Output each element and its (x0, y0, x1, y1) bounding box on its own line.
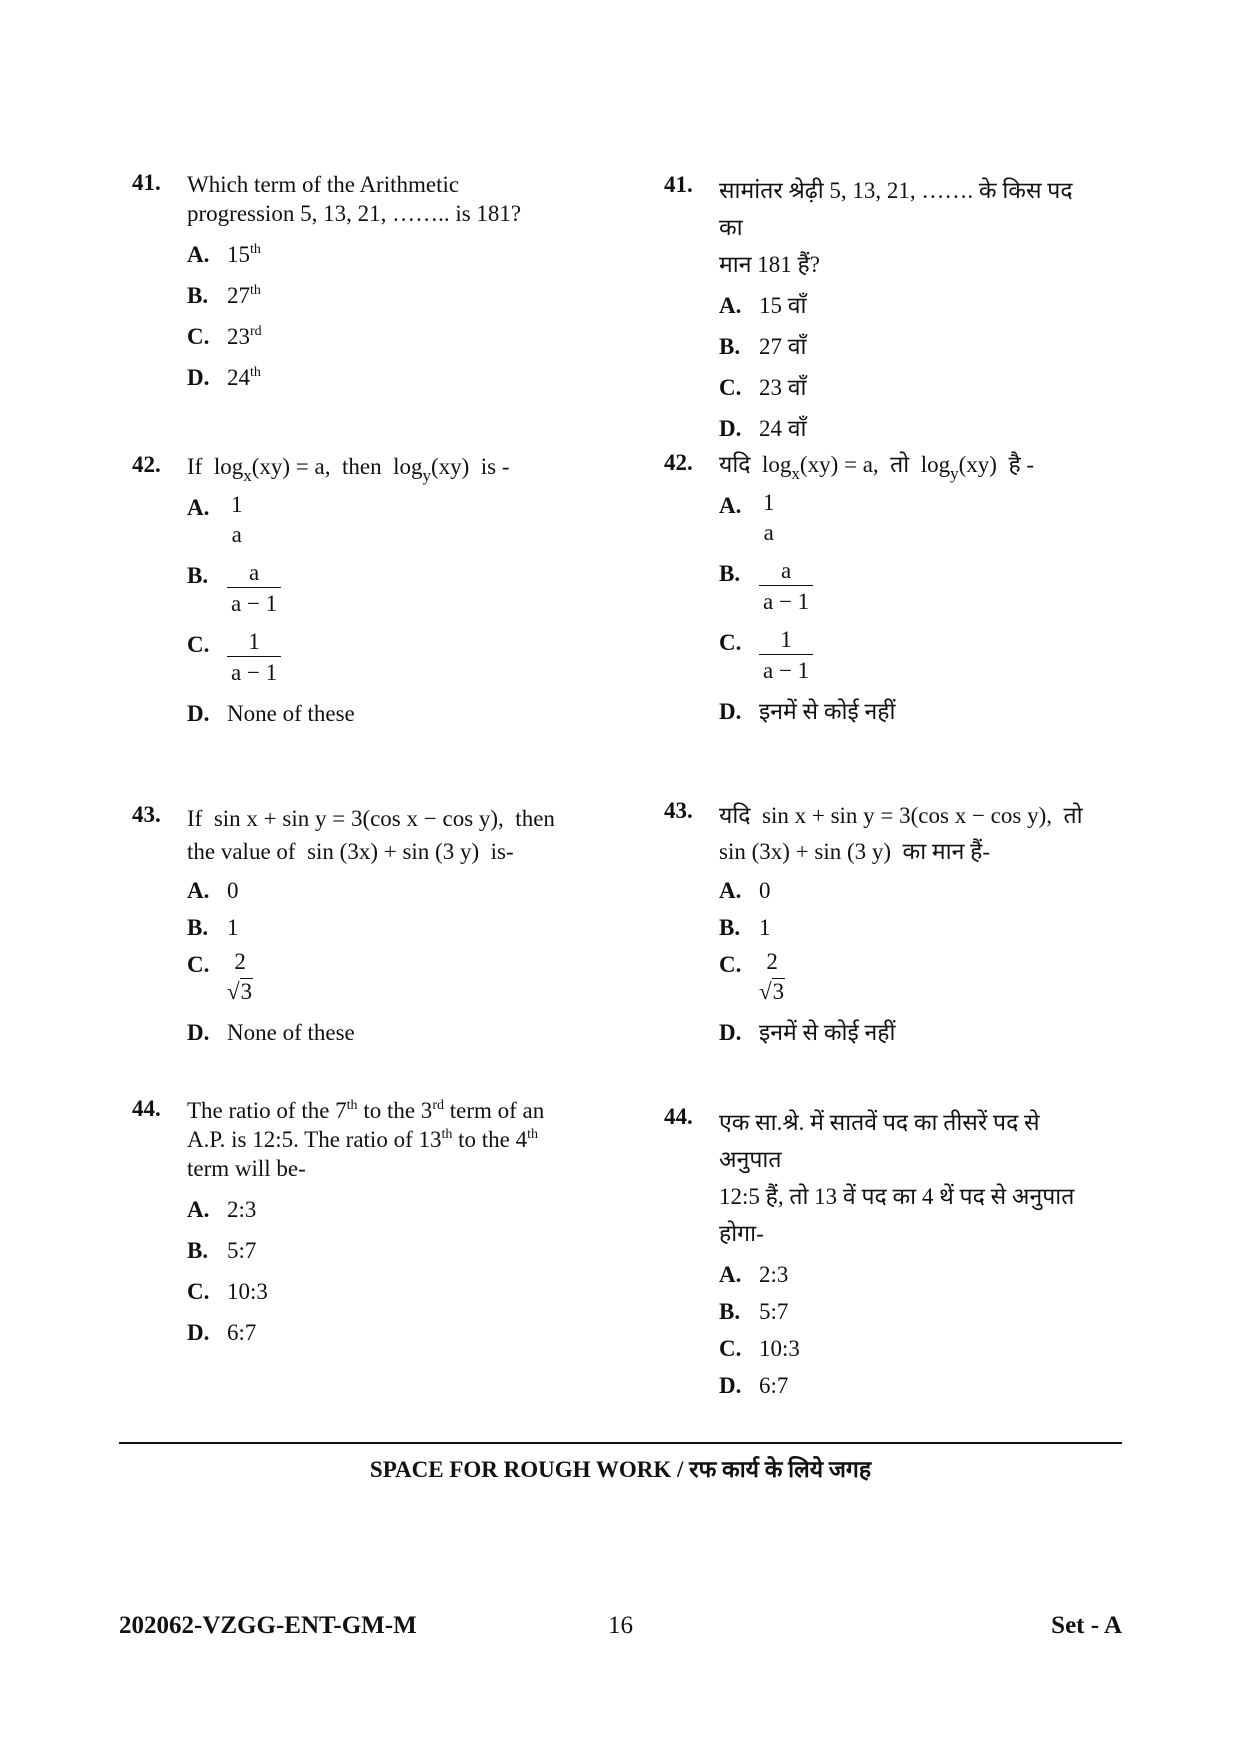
question-text: यदि sin x + sin y = 3(cos x − cos y), तो sin (3x) + sin (3 y) का मान हैं- (719, 803, 1083, 864)
option-b: B. 5:7 (719, 1299, 789, 1324)
rough-work-heading: SPACE FOR ROUGH WORK / रफ कार्य के लिये जगह (369, 1457, 872, 1482)
option-b: B. 1 (719, 915, 771, 940)
options (719, 291, 1084, 443)
option-a: A. 2:3 (187, 1197, 257, 1222)
fraction: 1 a (763, 490, 775, 545)
page-number: 16 (608, 1612, 633, 1639)
question-number: 44. (664, 1104, 693, 1129)
paper-code: 202062-VZGG-ENT-GM-M (119, 1612, 417, 1639)
fraction: 2 √3 (227, 949, 253, 1004)
option-a: A. 1 a (719, 491, 1084, 547)
question-text: If $\log_x(xy) = a$, then $\log_y(xy)$ is - (187, 454, 510, 485)
option-d: D. None of these (187, 701, 355, 726)
square-root: 3 (240, 979, 253, 1004)
option-d: D. None of these (187, 1020, 355, 1045)
question-number: 43. (664, 798, 693, 823)
options (187, 493, 552, 728)
options (719, 491, 1084, 726)
fraction: $\frac{1}{a - 1}$ (227, 628, 281, 687)
hindi-column (664, 172, 1084, 1412)
options (187, 876, 552, 1047)
square-root: 3 (772, 979, 785, 1004)
question-text: If sin x + sin y = 3(cos x − cos y), then the value of sin (3x) + sin (3 y) is- (187, 806, 555, 864)
question-number: 42. (132, 452, 161, 477)
option-a: A. 2:3 (719, 1262, 789, 1287)
options (187, 240, 552, 392)
option-a: A. 0 (187, 878, 239, 903)
question-43-en (132, 802, 555, 1076)
question-text: एक सा.श्रे. में सातवें पद का तीसरें पद से अनुपात 12:5 हैं, तो 13 वें पद का 4 थें पद से अनुपात होगा- (719, 1110, 1075, 1246)
option-c: C. $\frac{1}{a - 1}$ (719, 628, 1084, 685)
question-text: Which term of the Arithmetic progression 5, 13, 21, …….. is 181? (187, 172, 522, 226)
divider-line (119, 1442, 1122, 1444)
question-number: 44. (132, 1096, 161, 1121)
option-a: A. 0 (719, 878, 771, 903)
question-number: 41. (664, 172, 693, 197)
question-42-en (132, 452, 552, 802)
option-a: A. 1 a (187, 493, 552, 549)
question-44-en (132, 1096, 552, 1347)
option-d: D. 24 वाँ (719, 416, 807, 441)
option-d: D. 6:7 (719, 1373, 789, 1398)
option-b: B. 27th (187, 283, 261, 308)
option-c: C. 2 √3 (187, 949, 253, 1004)
question-number: 43. (132, 802, 161, 827)
question-number: 42. (664, 450, 693, 475)
option-d: D. इनमें से कोई नहीं (719, 1020, 896, 1045)
option-c: C. $\frac{1}{a - 1}$ (187, 630, 552, 687)
option-b: B. $\frac{a}{a - 1}$ (719, 559, 1084, 616)
option-d: D. 24th (187, 365, 261, 390)
option-c: C. 10:3 (719, 1336, 800, 1361)
fraction: $\frac{a}{a - 1}$ (227, 559, 281, 618)
fraction: 2 √3 (759, 949, 785, 1004)
question-42-hi (664, 450, 1084, 800)
fraction: $\frac{a}{a - 1}$ (759, 557, 813, 616)
fraction: $\frac{1}{a - 1}$ (759, 626, 813, 685)
question-text: यदि $\log_x(xy) = a$, तो $\log_y(xy)$ है - (719, 452, 1035, 483)
question-text: सामांतर श्रेढ़ी 5, 13, 21, ……. के किस पद का मान 181 हैं? (719, 178, 1073, 277)
option-b: B. 5:7 (187, 1238, 257, 1263)
option-c: C. 10:3 (187, 1279, 268, 1304)
option-a: A. 15 वाँ (719, 293, 807, 318)
option-c: C. 2 √3 (719, 949, 785, 1004)
fraction: 1 a (231, 492, 243, 547)
question-44-hi (664, 1104, 1084, 1400)
english-column (132, 170, 555, 1359)
option-d: D. 6:7 (187, 1320, 257, 1345)
options (719, 876, 1084, 1047)
options (187, 1195, 552, 1347)
option-b: B. 1 (187, 915, 239, 940)
option-c: C. 23rd (187, 324, 262, 349)
option-a: A. 15th (187, 242, 261, 267)
question-41-en (132, 170, 552, 420)
option-b: B. $\frac{a}{a - 1}$ (187, 561, 552, 618)
option-b: B. 27 वाँ (719, 334, 807, 359)
option-c: C. 23 वाँ (719, 375, 807, 400)
question-43-hi (664, 798, 1084, 1104)
option-d: D. इनमें से कोई नहीं (719, 699, 896, 724)
question-41-hi (664, 172, 1084, 441)
question-text: The ratio of the 7th to the 3rd term of an A.P. is 12:5. The ratio of 13th to the 4th term will be- (187, 1098, 545, 1181)
set-label: Set - A (1051, 1612, 1122, 1639)
options (719, 1260, 1084, 1400)
question-number: 41. (132, 170, 161, 195)
